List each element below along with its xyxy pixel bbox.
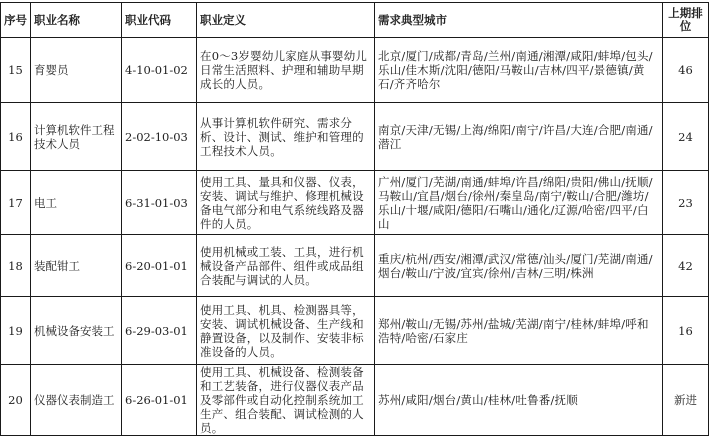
table-header-row (1, 3, 709, 38)
cell-name: 育婴员 (31, 38, 122, 103)
cell-last-rank: 42 (663, 235, 709, 297)
cell-num: 20 (1, 365, 31, 436)
cell-last-rank: 16 (663, 297, 709, 365)
header-cities: 需求典型城市 (375, 3, 663, 38)
cell-cities: 重庆/杭州/西安/湘潭/武汉/常德/汕头/厦门/芜湖/南通/烟台/鞍山/宁波/宜宾/徐州/吉林/三明/株洲 (375, 235, 663, 297)
table-row (1, 297, 709, 365)
table-row (1, 38, 709, 103)
cell-code: 6-31-01-03 (122, 171, 197, 235)
header-definition: 职业定义 (197, 3, 375, 38)
header-code: 职业代码 (122, 3, 197, 38)
cell-num: 18 (1, 235, 31, 297)
cell-cities: 北京/厦门/成都/青岛/兰州/南通/湘潭/咸阳/蚌埠/包头/乐山/佳木斯/沈阳/德阳/马鞍山/吉林/四平/景德镇/黄石/齐齐哈尔 (375, 38, 663, 103)
cell-name: 电工 (31, 171, 122, 235)
cell-last-rank: 新进 (663, 365, 709, 436)
cell-definition: 在0～3岁婴幼儿家庭从事婴幼儿日常生活照料、护理和辅助早期成长的人员。 (197, 38, 375, 103)
occupation-demand-table (0, 2, 709, 436)
cell-code: 2-02-10-03 (122, 103, 197, 171)
cell-num: 19 (1, 297, 31, 365)
header-num: 序号 (1, 3, 31, 38)
header-name: 职业名称 (31, 3, 122, 38)
cell-name: 计算机软件工程技术人员 (31, 103, 122, 171)
table-row (1, 235, 709, 297)
cell-num: 15 (1, 38, 31, 103)
cell-last-rank: 46 (663, 38, 709, 103)
cell-name: 装配钳工 (31, 235, 122, 297)
cell-cities: 郑州/鞍山/无锡/苏州/盐城/芜湖/南宁/桂林/蚌埠/呼和浩特/哈密/石家庄 (375, 297, 663, 365)
cell-num: 16 (1, 103, 31, 171)
cell-definition: 使用工具、机械设备、检测装备和工艺装备，进行仪器仪表产品及零部件或自动化控制系统加工生产、组合装配、调试检测的人员。 (197, 365, 375, 436)
cell-code: 4-10-01-02 (122, 38, 197, 103)
cell-cities: 广州/厦门/芜湖/南通/蚌埠/许昌/绵阳/贵阳/佛山/抚顺/马鞍山/宜昌/烟台/徐州/秦皇岛/南宁/鞍山/合肥/潍坊/乐山/十堰/咸阳/德阳/石嘴山/通化/辽源/哈密/四平/白山 (375, 171, 663, 235)
cell-name: 仪器仪表制造工 (31, 365, 122, 436)
header-last-rank: 上期排位 (663, 3, 709, 38)
table-row (1, 365, 709, 436)
cell-definition: 使用工具、量具和仪器、仪表，安装、调试与维护、修理机械设备电气部分和电气系统线路及器件的人员。 (197, 171, 375, 235)
cell-last-rank: 24 (663, 103, 709, 171)
occupation-demand-table-container (0, 2, 708, 436)
table-row (1, 103, 709, 171)
cell-code: 6-29-03-01 (122, 297, 197, 365)
cell-cities: 苏州/咸阳/烟台/黄山/桂林/吐鲁番/抚顺 (375, 365, 663, 436)
cell-code: 6-26-01-01 (122, 365, 197, 436)
cell-definition: 使用工具、机具、检测器具等，安装、调试机械设备、生产线和静置设备，以及制作、安装非标准设备的人员。 (197, 297, 375, 365)
cell-definition: 从事计算机软件研究、需求分析、设计、测试、维护和管理的工程技术人员。 (197, 103, 375, 171)
cell-name: 机械设备安装工 (31, 297, 122, 365)
cell-last-rank: 23 (663, 171, 709, 235)
cell-definition: 使用机械或工装、工具，进行机械设备产品部件、组件或成品组合装配与调试的人员。 (197, 235, 375, 297)
table-row (1, 171, 709, 235)
cell-code: 6-20-01-01 (122, 235, 197, 297)
cell-num: 17 (1, 171, 31, 235)
cell-cities: 南京/天津/无锡/上海/绵阳/南宁/许昌/大连/合肥/南通/潜江 (375, 103, 663, 171)
